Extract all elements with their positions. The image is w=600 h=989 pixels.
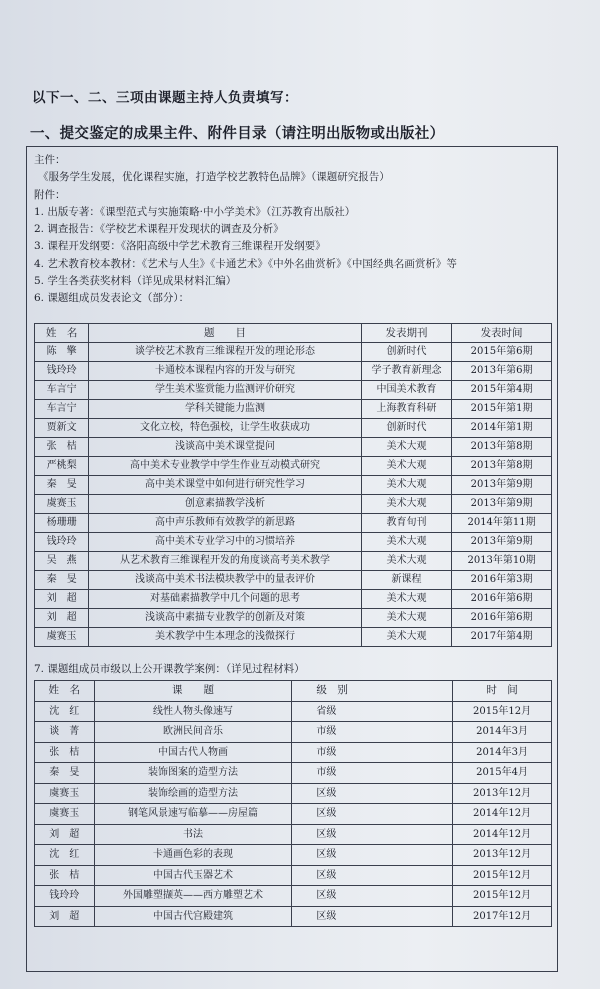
author-cell: 吴 燕 [35,552,89,571]
time-cell: 2015年12月 [453,886,552,907]
lessons-row [35,845,552,866]
date-cell: 2015年第4期 [452,381,552,400]
papers-row [35,533,552,552]
time-cell: 2014年3月 [453,742,552,763]
level-cell: 区级 [292,783,453,804]
teacher-cell: 虞赛玉 [35,804,95,825]
papers-row [35,381,552,400]
papers-header-row [35,324,552,343]
date-cell: 2016年第6期 [452,609,552,628]
topic-cell: 装饰绘画的造型方法 [94,783,292,804]
journal-cell: 美术大观 [361,590,451,609]
papers-row [35,514,552,533]
section-1-title: 一、提交鉴定的成果主件、附件目录（请注明出版物或出版社） [30,126,445,142]
journal-cell: 美术大观 [361,628,451,647]
date-cell: 2013年第9期 [452,495,552,514]
journal-cell: 上海教育科研 [361,400,451,419]
title-cell: 浅谈高中美术书法模块教学中的量表评价 [89,571,362,590]
papers-row [35,628,552,647]
lessons-row [35,886,552,907]
date-cell: 2013年第9期 [452,533,552,552]
time-cell: 2013年12月 [453,783,552,804]
papers-row [35,590,552,609]
header-name: 姓 名 [35,324,89,343]
date-cell: 2014年第11期 [452,514,552,533]
title-cell: 对基础素描教学中几个问题的思考 [89,590,362,609]
journal-cell: 创新时代 [361,419,451,438]
teacher-cell: 张 桔 [35,865,95,886]
journal-cell: 美术大观 [361,438,451,457]
title-cell: 谈学校艺术教育三维课程开发的理论形态 [89,343,362,362]
date-cell: 2013年第10期 [452,552,552,571]
title-cell: 文化立校，特色强校，让学生收获成功 [89,419,362,438]
topic-cell: 中国古代玉器艺术 [94,865,292,886]
topic-cell: 线性人物头像速写 [94,701,292,722]
journal-cell: 教育旬刊 [361,514,451,533]
journal-cell: 美术大观 [361,495,451,514]
title-cell: 高中美术专业教学中学生作业互动模式研究 [89,457,362,476]
teacher-cell: 秦 旻 [35,763,95,784]
time-cell: 2014年3月 [453,722,552,743]
journal-cell: 美术大观 [361,609,451,628]
attachment-item: 4. 艺术教育校本教材：《艺术与人生》《卡通艺术》《中外名曲赏析》《中国经典名画赏析》等 [34,257,457,270]
lessons-row [35,906,552,927]
level-cell: 区级 [292,865,453,886]
level-cell: 区级 [292,906,453,927]
header-journal: 发表期刊 [361,324,451,343]
topic-cell: 中国古代宫殿建筑 [94,906,292,927]
lessons-row [35,824,552,845]
lessons-caption: 7. 课题组成员市级以上公开课教学案例：（详见过程材料） [34,663,305,675]
title-cell: 卡通校本课程内容的开发与研究 [89,362,362,381]
topic-cell: 装饰图案的造型方法 [94,763,292,784]
teacher-cell: 刘 超 [35,824,95,845]
author-cell: 虞赛玉 [35,628,89,647]
attachments-label: 附件： [34,188,66,201]
teacher-cell: 钱玲玲 [35,886,95,907]
time-cell: 2015年4月 [453,763,552,784]
date-cell: 2015年第6期 [452,343,552,362]
papers-row [35,343,552,362]
journal-cell: 美术大观 [361,476,451,495]
journal-cell: 美术大观 [361,457,451,476]
papers-row [35,419,552,438]
header-title: 题 目 [89,324,362,343]
time-cell: 2015年12月 [453,701,552,722]
papers-row [35,476,552,495]
lessons-row [35,783,552,804]
teacher-cell: 沈 红 [35,845,95,866]
date-cell: 2014年第1期 [452,419,552,438]
lessons-table [34,680,552,927]
journal-cell: 学子教育新理念 [361,362,451,381]
teacher-cell: 张 桔 [35,742,95,763]
date-cell: 2013年第8期 [452,457,552,476]
author-cell: 虞赛玉 [35,495,89,514]
header-time: 时 间 [453,681,552,702]
author-cell: 刘 超 [35,609,89,628]
author-cell: 陈 擎 [35,343,89,362]
title-cell: 从艺术教育三维课程开发的角度谈高考美术教学 [89,552,362,571]
author-cell: 车言宁 [35,400,89,419]
level-cell: 市级 [292,742,453,763]
date-cell: 2016年第6期 [452,590,552,609]
author-cell: 杨珊珊 [35,514,89,533]
topic-cell: 中国古代人物画 [94,742,292,763]
author-cell: 钱玲玲 [35,533,89,552]
header-name: 姓 名 [35,681,95,702]
header-date: 发表时间 [452,324,552,343]
author-cell: 贾新文 [35,419,89,438]
papers-row [35,552,552,571]
journal-cell: 中国美术教育 [361,381,451,400]
lessons-row [35,722,552,743]
main-item: 《服务学生发展，优化课程实施，打造学校艺教特色品牌》（课题研究报告） [38,171,390,184]
attachments-list [34,152,554,308]
time-cell: 2014年12月 [453,824,552,845]
topic-cell: 外国雕塑撷英——西方雕塑艺术 [94,886,292,907]
level-cell: 区级 [292,845,453,866]
lessons-header-row [35,681,552,702]
papers-row [35,571,552,590]
level-cell: 区级 [292,804,453,825]
lessons-row [35,701,552,722]
level-cell: 区级 [292,824,453,845]
journal-cell: 美术大观 [361,533,451,552]
date-cell: 2013年第9期 [452,476,552,495]
title-cell: 高中美术课堂中如何进行研究性学习 [89,476,362,495]
date-cell: 2013年第6期 [452,362,552,381]
main-label: 主件： [34,154,66,166]
teacher-cell: 虞赛玉 [35,783,95,804]
author-cell: 秦 旻 [35,571,89,590]
papers-row [35,457,552,476]
time-cell: 2017年12月 [453,906,552,927]
author-cell: 刘 超 [35,590,89,609]
teacher-cell: 谈 菁 [35,722,95,743]
date-cell: 2015年第1期 [452,400,552,419]
date-cell: 2013年第8期 [452,438,552,457]
time-cell: 2015年12月 [453,865,552,886]
title-cell: 创意素描教学浅析 [89,495,362,514]
papers-table [34,323,552,647]
attachment-item: 2. 调查报告：《学校艺术课程开发现状的调查及分析》 [34,223,284,236]
header-topic: 课 题 [94,681,292,702]
date-cell: 2016年第3期 [452,571,552,590]
title-cell: 浅谈高中素描专业教学的创新及对策 [89,609,362,628]
attachment-item: 5. 学生各类获奖材料（详见成果材料汇编） [34,275,237,288]
topic-cell: 卡通画色彩的表现 [94,845,292,866]
papers-row [35,400,552,419]
lessons-row [35,763,552,784]
author-cell: 车言宁 [35,381,89,400]
author-cell: 张 桔 [35,438,89,457]
header-level: 级 别 [292,681,453,702]
title-cell: 高中声乐教师有效教学的新思路 [89,514,362,533]
topic-cell: 钢笔风景速写临摹——房屋篇 [94,804,292,825]
level-cell: 市级 [292,722,453,743]
title-cell: 美术教学中生本理念的浅微探行 [89,628,362,647]
topic-cell: 欧洲民间音乐 [94,722,292,743]
date-cell: 2017年第4期 [452,628,552,647]
journal-cell: 美术大观 [361,552,451,571]
level-cell: 市级 [292,763,453,784]
title-cell: 浅谈高中美术课堂提问 [89,438,362,457]
papers-row [35,438,552,457]
teacher-cell: 沈 红 [35,701,95,722]
papers-caption: 6. 课题组成员发表论文（部分）： [34,292,190,305]
papers-row [35,609,552,628]
level-cell: 省级 [292,701,453,722]
level-cell: 区级 [292,886,453,907]
author-cell: 秦 旻 [35,476,89,495]
time-cell: 2014年12月 [453,804,552,825]
author-cell: 严桃梨 [35,457,89,476]
teacher-cell: 刘 超 [35,906,95,927]
author-cell: 钱玲玲 [35,362,89,381]
title-cell: 学生美术鉴赏能力监测评价研究 [89,381,362,400]
attachment-item: 3. 课程开发纲要：《洛阳高级中学艺术教育三维课程开发纲要》 [34,240,326,253]
journal-cell: 创新时代 [361,343,451,362]
journal-cell: 新课程 [361,571,451,590]
attachment-item: 1. 出版专著：《课型范式与实施策略·中小学美术》（江苏教育出版社） [34,205,356,218]
lessons-row [35,742,552,763]
time-cell: 2013年12月 [453,845,552,866]
papers-row [35,362,552,381]
lessons-row [35,804,552,825]
lessons-row [35,865,552,886]
papers-row [35,495,552,514]
topic-cell: 书法 [94,824,292,845]
title-cell: 学科关键能力监测 [89,400,362,419]
title-cell: 高中美术专业学习中的习惯培养 [89,533,362,552]
intro-text: 以下一、二、三项由课题主持人负责填写： [32,90,298,106]
